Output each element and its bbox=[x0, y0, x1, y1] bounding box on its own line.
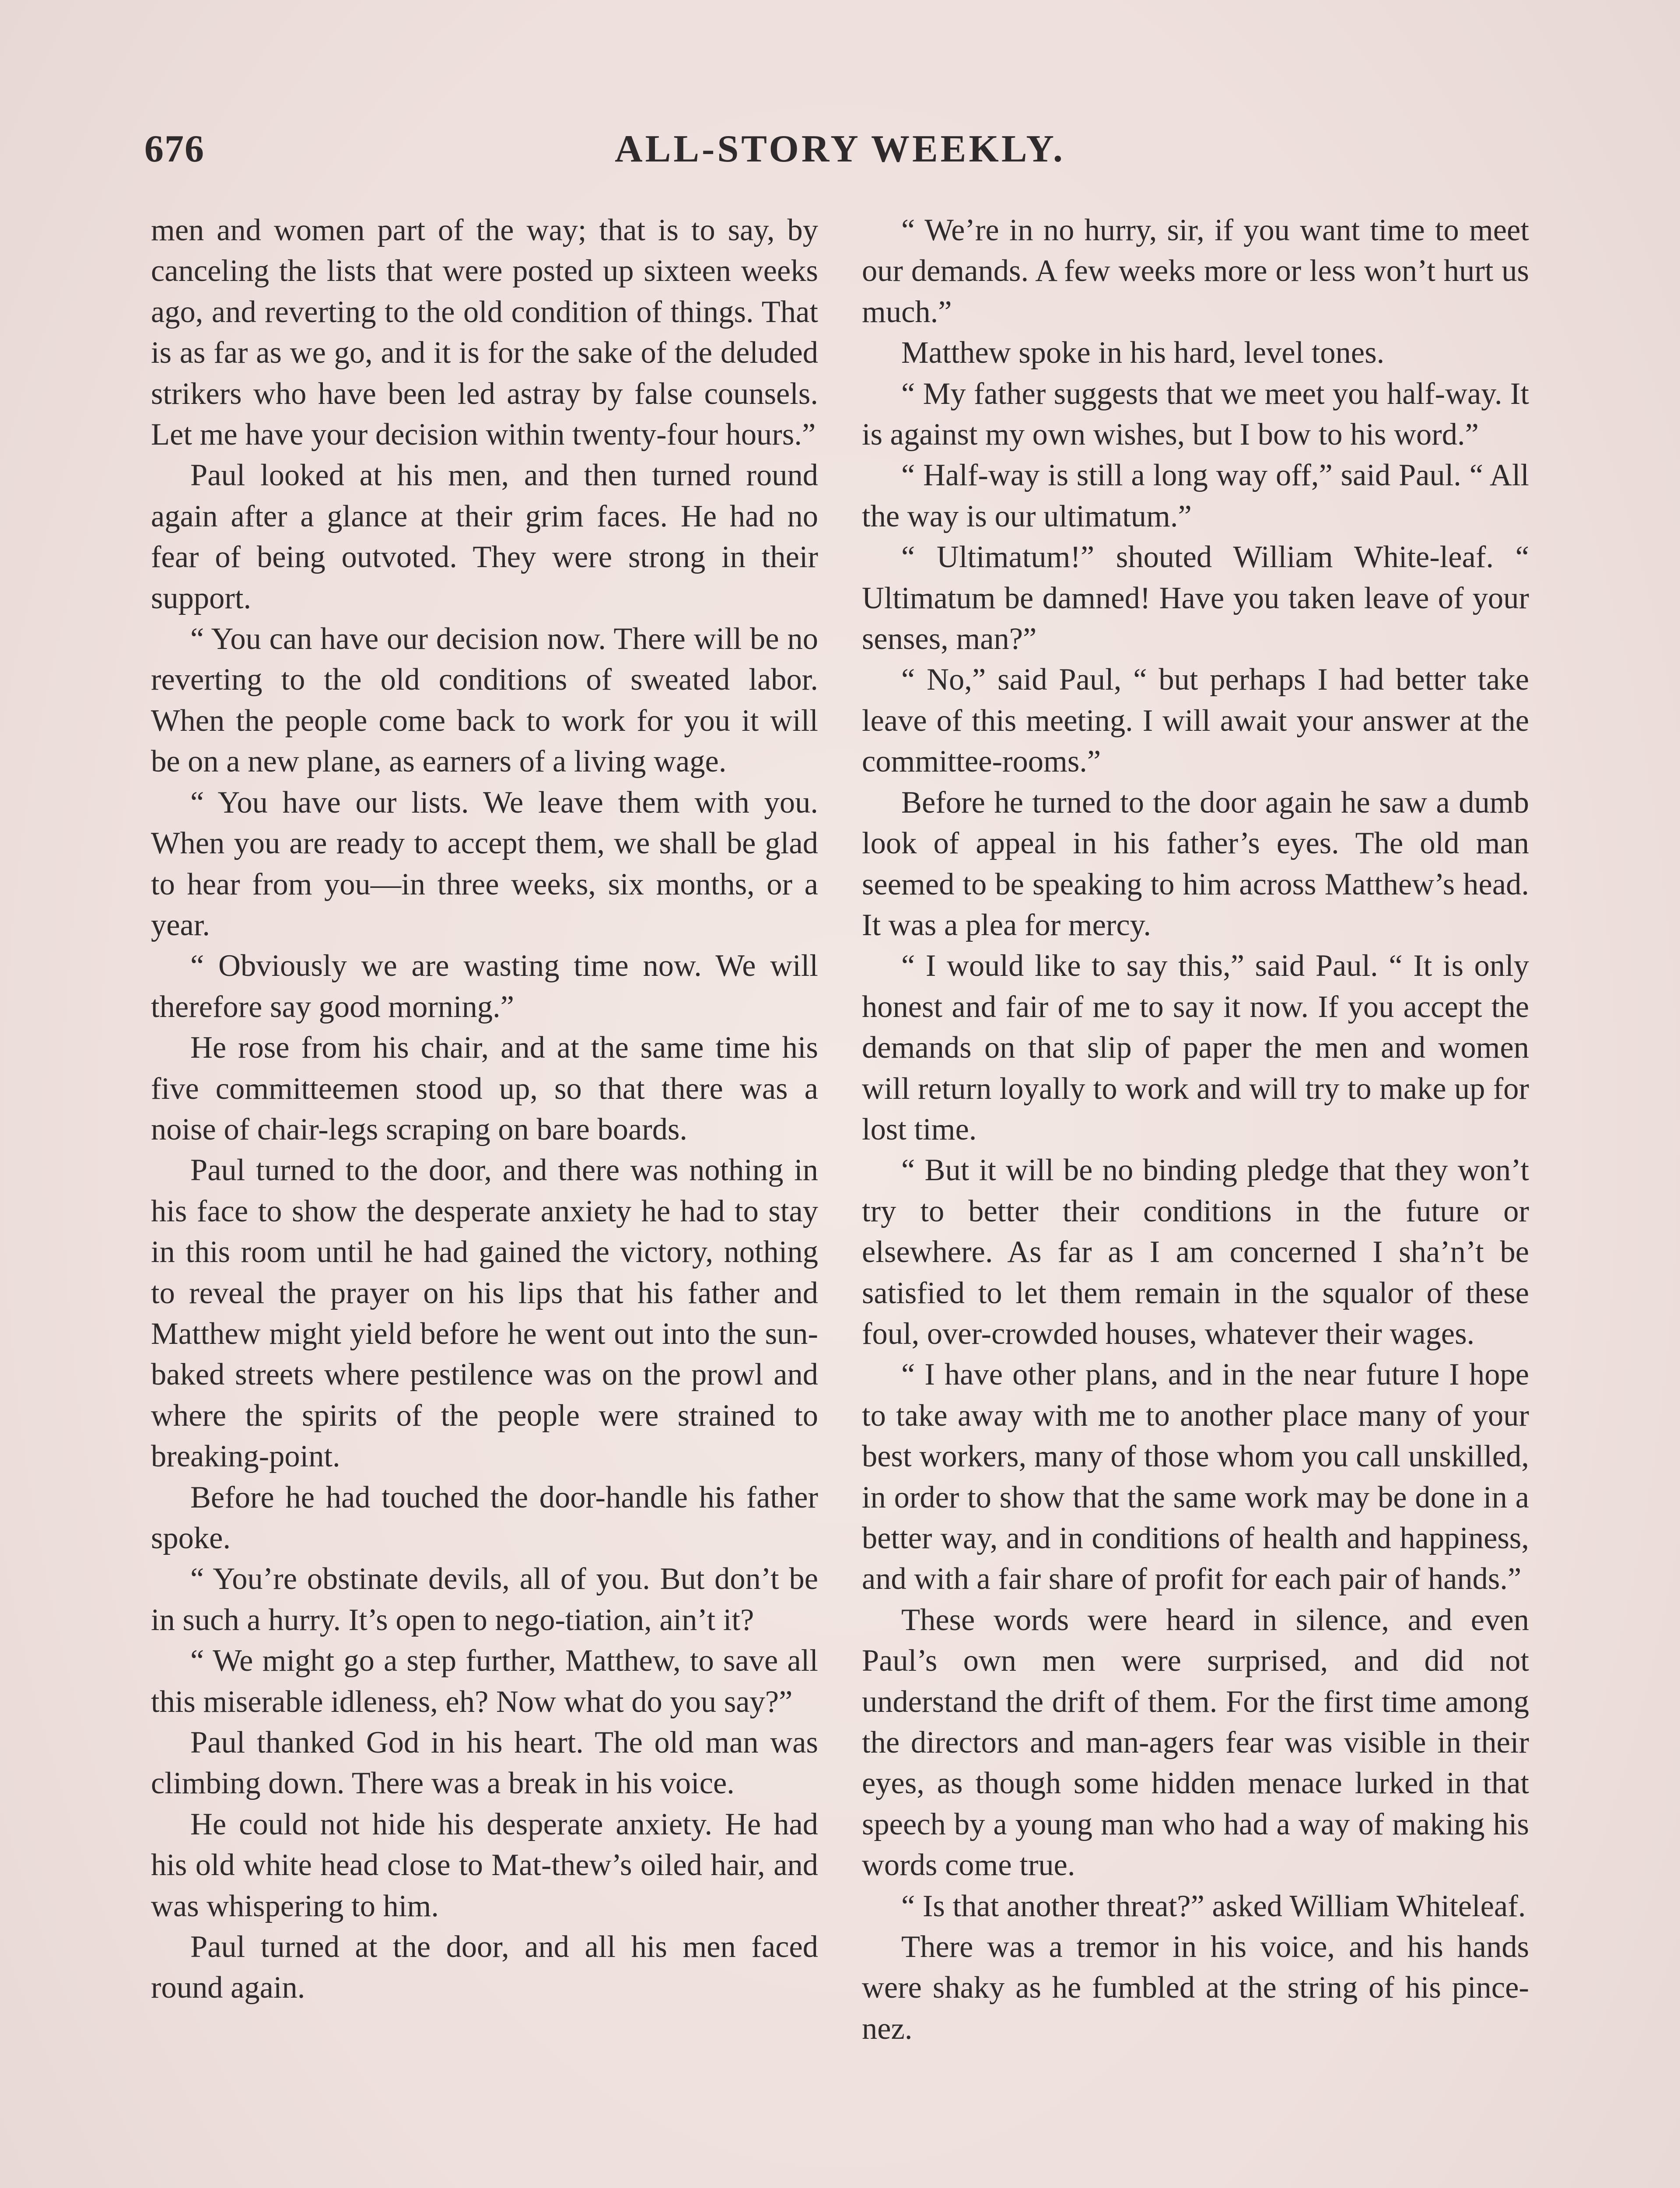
paragraph: “ You’re obstinate devils, all of you. But don’t be in such a hurry. It’s open to nego-tiation, ain’t it? bbox=[151, 1562, 818, 1637]
paragraph: Matthew spoke in his hard, level tones. bbox=[901, 336, 1385, 370]
paragraph: “ Obviously we are wasting time now. We will therefore say good morning.” bbox=[151, 949, 818, 1024]
paragraph: “ Is that another threat?” asked William Whiteleaf. bbox=[901, 1889, 1526, 1923]
paragraph: There was a tremor in his voice, and his hands were shaky as he fumbled at the string of his pince-nez. bbox=[862, 1930, 1529, 2046]
paragraph: “ My father suggests that we meet you half-way. It is against my own wishes, but I bow to his word.” bbox=[862, 376, 1529, 452]
running-title: ALL-STORY WEEKLY. bbox=[615, 128, 1065, 170]
paragraph: Paul looked at his men, and then turned round again after a glance at their grim faces. He had no fear of being outvoted. They were strong in their support. bbox=[151, 458, 818, 615]
paragraph: Before he had touched the door-handle his father spoke. bbox=[151, 1480, 818, 1555]
paragraph: Before he turned to the door again he saw a dumb look of appeal in his father’s eyes. The old man seemed to be speaking to him across Matthew’s head. It was a plea for mercy. bbox=[862, 785, 1529, 942]
paragraph: “ Half-way is still a long way off,” said Paul. “ All the way is our ultimatum.” bbox=[862, 458, 1529, 533]
text-columns bbox=[151, 210, 1533, 2188]
paragraph: “ We’re in no hurry, sir, if you want time to meet our demands. A few weeks more or less won’t hurt us much.” bbox=[862, 213, 1529, 329]
paragraph: Paul thanked God in his heart. The old man was climbing down. There was a break in his voice. bbox=[151, 1725, 818, 1801]
paragraph: He could not hide his desperate anxiety. He had his old white head close to Mat-thew’s oiled hair, and was whispering to him. bbox=[151, 1807, 818, 1923]
paragraph: “ I would like to say this,” said Paul. “ It is only honest and fair of me to say it now. If you accept the demands on that slip of paper the men and women will return loyally to work and will try to make up for lost time. bbox=[862, 949, 1529, 1147]
paragraph: These words were heard in silence, and even Paul’s own men were surprised, and did not understand the drift of them. For the first time among the directors and man-agers fear was visible in their eyes, as though some hidden menace lurked in that speech by a young man who had a way of making his words come true. bbox=[862, 1602, 1529, 1883]
paragraph: “ But it will be no binding pledge that they won’t try to better their conditions in the future or elsewhere. As far as I am concerned I sha’n’t be satisfied to let them remain in the squalor of these foul, over-crowded houses, whatever their wages. bbox=[862, 1153, 1529, 1351]
page-number: 676 bbox=[144, 128, 205, 170]
right-column bbox=[862, 210, 1529, 2049]
paragraph: “ No,” said Paul, “ but perhaps I had better take leave of this meeting. I will await your answer at the committee-rooms.” bbox=[862, 663, 1529, 779]
paragraph: “ I have other plans, and in the near future I hope to take away with me to another place many of your best workers, many of those whom you call unskilled, in order to show that the same work may be done in a better way, and in conditions of health and happiness, and with a fair share of profit for each pair of hands.” bbox=[862, 1357, 1529, 1596]
paragraph: “ You can have our decision now. There will be no reverting to the old conditions of sweated labor. When the people come back to work for you it will be on a new plane, as earners of a living wage. bbox=[151, 622, 818, 779]
paragraph: “ You have our lists. We leave them with you. When you are ready to accept them, we shall be glad to hear from you—in three weeks, six months, or a year. bbox=[151, 785, 818, 942]
paragraph: men and women part of the way; that is to say, by canceling the lists that were posted up sixteen weeks ago, and reverting to the old condition of things. That is as far as we go, and it is for the sake of the deluded strikers who have been led astray by false counsels. Let me have your decision within twenty-four hours.” bbox=[151, 213, 818, 452]
page-header bbox=[144, 127, 1536, 188]
paragraph: He rose from his chair, and at the same time his five committeemen stood up, so that there was a noise of chair-legs scraping on bare boards. bbox=[151, 1031, 818, 1147]
paragraph: Paul turned to the door, and there was nothing in his face to show the desperate anxiety he had to stay in this room until he had gained the victory, nothing to reveal the prayer on his lips that his father and Matthew might yield before he went out into the sun-baked streets where pestilence was on the prowl and where the spirits of the people were strained to breaking-point. bbox=[151, 1153, 818, 1474]
paragraph: “ Ultimatum!” shouted William White-leaf. “ Ultimatum be damned! Have you taken leave of your senses, man?” bbox=[862, 540, 1529, 656]
left-column bbox=[151, 210, 818, 2009]
paragraph: Paul turned at the door, and all his men faced round again. bbox=[151, 1930, 818, 2005]
paragraph: “ We might go a step further, Matthew, to save all this miserable idleness, eh? Now what do you say?” bbox=[151, 1644, 818, 1719]
